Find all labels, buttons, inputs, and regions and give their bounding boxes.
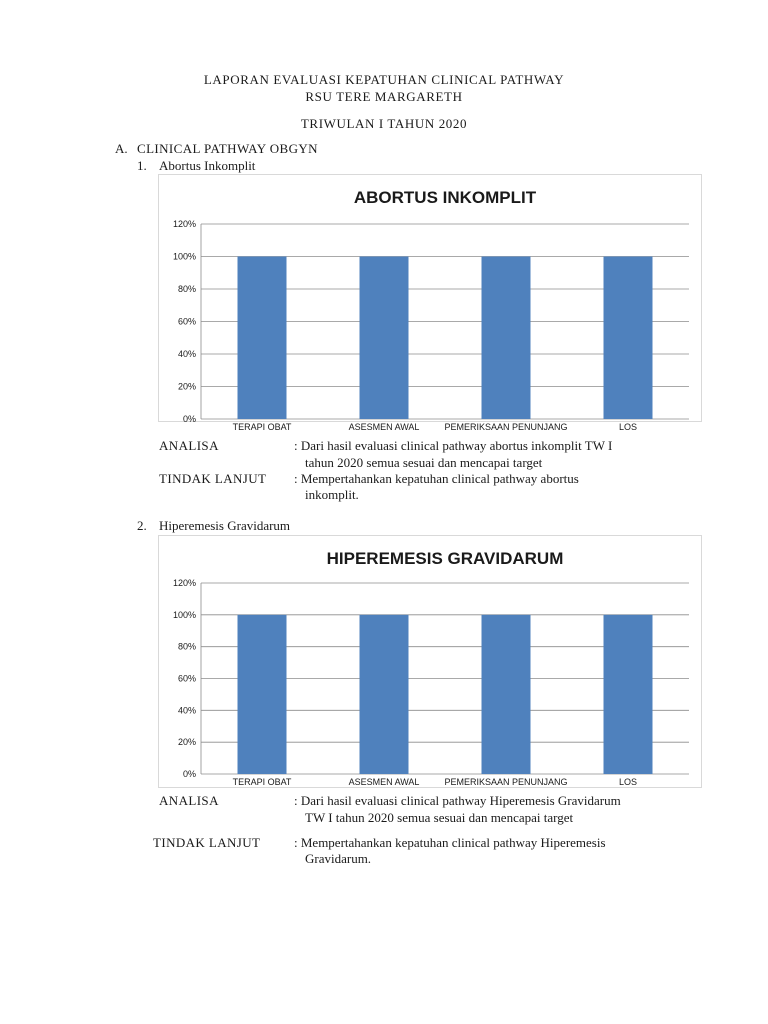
y-tick-label: 80% [177, 641, 196, 652]
x-tick-label: TERAPI OBAT [232, 777, 292, 787]
chart-title: ABORTUS INKOMPLIT [353, 188, 537, 207]
tindak-lanjut-label: TINDAK LANJUT [153, 835, 261, 850]
tindak-lanjut-text-cont: inkomplit. [305, 487, 359, 502]
analisa-text: : Dari hasil evaluasi clinical pathway abortus inkomplit TW I [294, 438, 613, 453]
bar [360, 615, 409, 774]
x-tick-label: ASESMEN AWAL [348, 777, 420, 787]
analisa-label: ANALISA [159, 793, 219, 808]
x-tick-label: PEMERIKSAAN PENUNJANG [444, 777, 568, 787]
bar [238, 615, 287, 774]
analisa-text-cont: tahun 2020 semua sesuai dan mencapai target [305, 455, 543, 470]
y-tick-label: 80% [177, 284, 196, 294]
x-tick-label: TERAPI OBAT [232, 422, 292, 432]
y-tick-label: 20% [177, 737, 196, 748]
bar [604, 257, 653, 420]
analisa-text-cont: TW I tahun 2020 semua sesuai dan mencapai target [305, 810, 574, 825]
section-title: CLINICAL PATHWAY OBGYN [137, 141, 318, 156]
y-tick-label: 60% [177, 673, 196, 684]
y-tick-label: 100% [172, 609, 196, 620]
y-tick-label: 0% [182, 414, 196, 424]
hospital-name: RSU TERE MARGARETH [305, 89, 463, 104]
item-number: 1. [137, 158, 147, 173]
report-title: LAPORAN EVALUASI KEPATUHAN CLINICAL PATHWAY [203, 72, 565, 87]
tindak-lanjut-text: : Mempertahankan kepatuhan clinical pathway abortus [294, 471, 579, 486]
y-tick-label: 0% [182, 769, 196, 779]
bar [360, 257, 409, 420]
tindak-lanjut-text-cont: Gravidarum. [305, 851, 372, 866]
bar [604, 615, 653, 774]
y-tick-label: 120% [172, 578, 196, 588]
y-tick-label: 100% [172, 251, 196, 262]
y-tick-label: 60% [177, 316, 196, 327]
y-tick-label: 40% [177, 349, 196, 359]
item-name: Abortus Inkomplit [159, 158, 256, 173]
chart-title: HIPEREMESIS GRAVIDARUM [326, 549, 564, 568]
bar-chart [159, 175, 701, 432]
x-tick-label: LOS [618, 422, 638, 432]
item-number: 2. [137, 518, 147, 533]
y-tick-label: 120% [172, 219, 196, 229]
x-tick-label: ASESMEN AWAL [348, 422, 420, 432]
chart-abortus-inkomplit [158, 174, 702, 432]
analisa-text: : Dari hasil evaluasi clinical pathway Hiperemesis Gravidarum [294, 793, 621, 808]
y-tick-label: 40% [177, 705, 196, 716]
bar-chart [159, 536, 701, 787]
chart-hiperemesis-gravidarum [158, 535, 702, 788]
bar [482, 615, 531, 774]
x-tick-label: PEMERIKSAAN PENUNJANG [444, 422, 568, 432]
period-title: TRIWULAN I TAHUN 2020 [300, 116, 468, 131]
tindak-lanjut-label: TINDAK LANJUT [159, 471, 267, 486]
tindak-lanjut-text: : Mempertahankan kepatuhan clinical pathway Hiperemesis [294, 835, 606, 850]
bar [238, 257, 287, 420]
item-name: Hiperemesis Gravidarum [159, 518, 291, 533]
x-tick-label: LOS [618, 777, 638, 787]
section-letter: A. [115, 141, 128, 156]
y-tick-label: 20% [177, 381, 196, 392]
analisa-label: ANALISA [159, 438, 219, 453]
bar [482, 257, 531, 420]
